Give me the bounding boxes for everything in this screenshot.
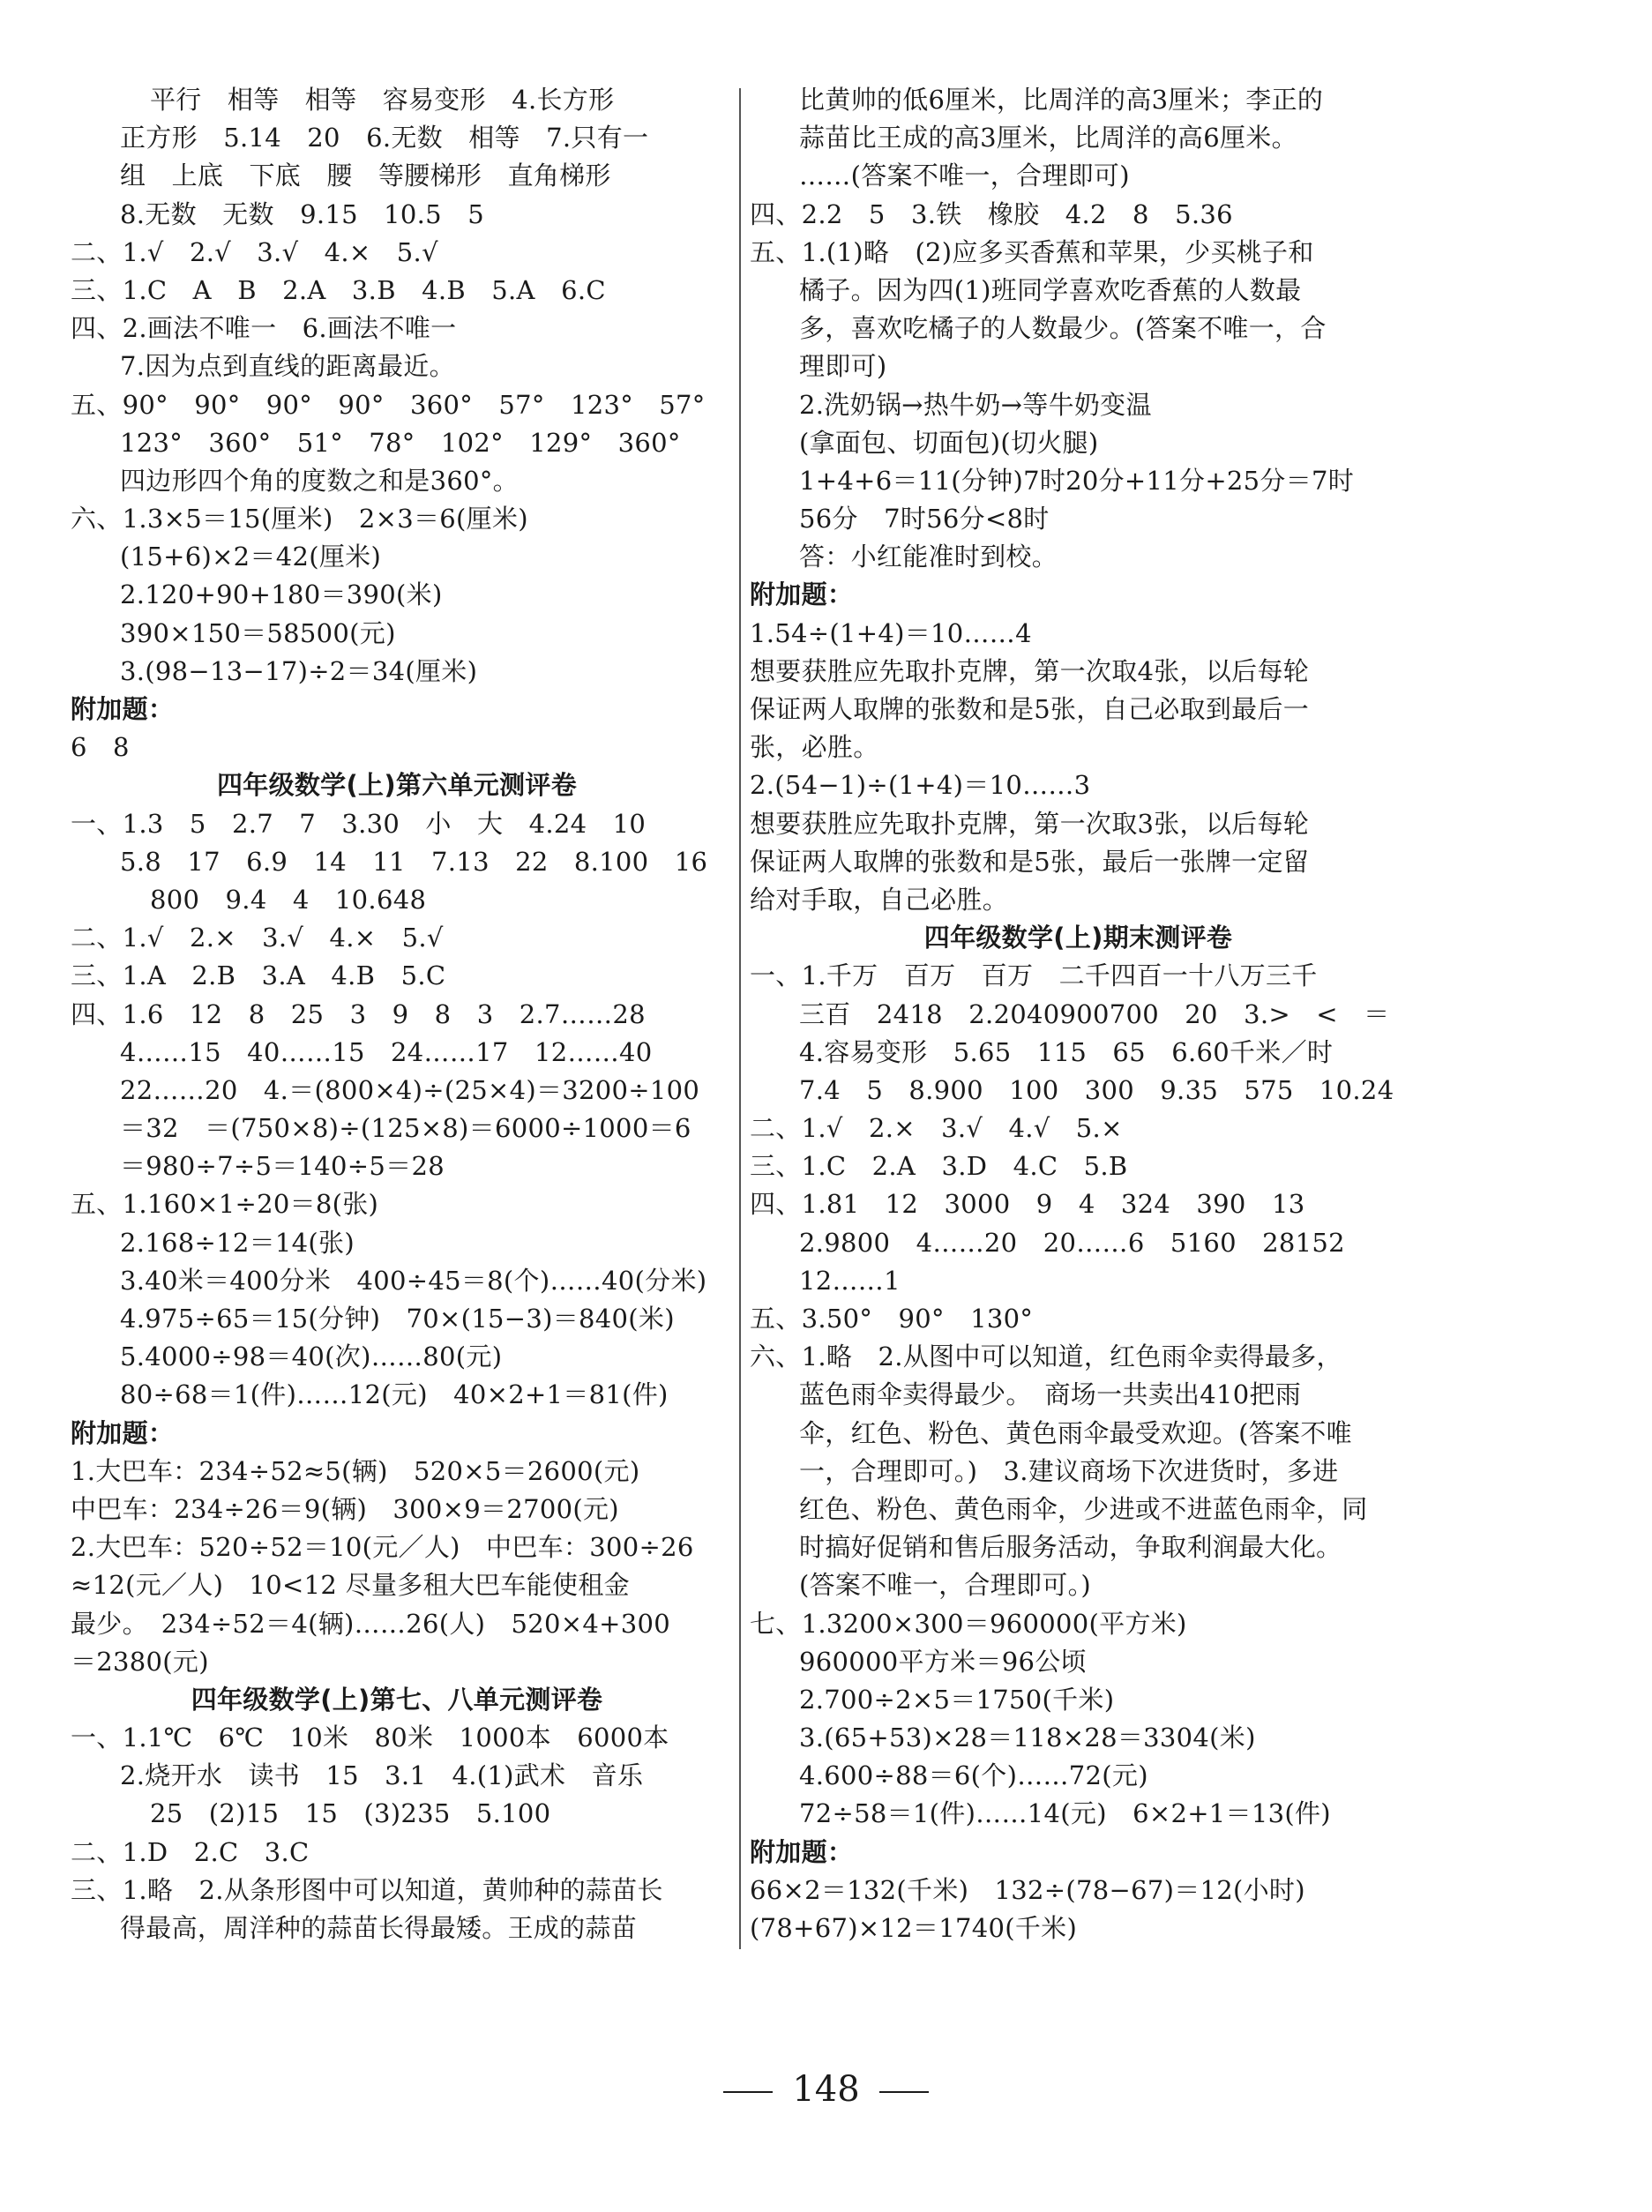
column-divider [739,88,741,1949]
answer-line: 保证两人取牌的张数和是5张，最后一张牌一定留 [750,846,1310,877]
answer-line: 答：小红能准时到校。 [799,542,1058,572]
answer-line: 给对手取，自己必胜。 [750,884,1009,915]
answer-line: ≈12(元／人) 10<12 尽量多租大巴车能使租金 [71,1570,630,1601]
answer-line: 8.无数 无数 9.15 10.5 5 [120,198,484,229]
answer-line: 四、2.画法不唯一 6.画法不唯一 [71,313,457,344]
answer-line: 三、1.C 2.A 3.D 4.C 5.B [750,1151,1128,1182]
answer-line: 2.烧开水 读书 15 3.1 4.(1)武术 音乐 [120,1760,644,1791]
answer-line: 7.4 5 8.900 100 300 9.35 575 10.24 [799,1074,1394,1105]
answer-line: 3.40米＝400分米 400÷45＝8(个)……40(分米) [120,1265,707,1296]
answer-line: 一、1.1℃ 6℃ 10米 80米 1000本 6000本 [71,1723,669,1753]
page-number-footer [0,2069,1652,2110]
answer-line: 3.(98−13−17)÷2＝34(厘米) [120,655,478,686]
answer-line: 2.9800 4……20 20……6 5160 28152 [799,1227,1345,1258]
answer-line: 多，喜欢吃橘子的人数最少。(答案不唯一，合 [799,313,1327,344]
answer-line: 比黄帅的低6厘米，比周洋的高3厘米；李正的 [799,85,1324,115]
answer-line: 二、1.√ 2.× 3.√ 4.× 5.√ [71,923,444,953]
answer-line: 4……15 40……15 24……17 12……40 [120,1036,653,1067]
answer-line: 1.54÷(1+4)＝10……4 [750,617,1032,648]
answer-line: (15+6)×2＝42(厘米) [120,542,382,572]
answer-line: 22……20 4.＝(800×4)÷(25×4)＝3200÷100 [120,1074,700,1105]
page-number: 148 [792,2069,860,2110]
answer-line: 五、1.160×1÷20＝8(张) [71,1189,379,1220]
answer-line: ＝32 ＝(750×8)÷(125×8)＝6000÷1000＝6 [120,1113,691,1144]
answer-line: 5.4000÷98＝40(次)……80(元) [120,1341,503,1372]
answer-line: 五、90° 90° 90° 90° 360° 57° 123° 57° [71,389,706,420]
answer-line: 123° 360° 51° 78° 102° 129° 360° [120,427,681,458]
answer-line: 6 8 [71,732,130,763]
answer-line: 800 9.4 4 10.648 [150,884,427,915]
answer-line: 960000平方米＝96公顷 [799,1646,1087,1677]
answer-line: 一、1.3 5 2.7 7 3.30 小 大 4.24 10 [71,808,647,839]
answer-line: 三百 2418 2.2040900700 20 3.> < ＝ [799,998,1390,1029]
answer-line: 三、1.略 2.从条形图中可以知道，黄帅种的蒜苗长 [71,1874,663,1905]
answer-line: 5.8 17 6.9 14 11 7.13 22 8.100 16 [120,846,708,877]
answer-line: 六、1.3×5＝15(厘米) 2×3＝6(厘米) [71,504,528,534]
answer-line: 二、1.√ 2.× 3.√ 4.√ 5.× [750,1113,1123,1144]
answer-line: 橘子。因为四(1)班同学喜欢吃香蕉的人数最 [799,274,1302,305]
answer-line: 2.700÷2×5＝1750(千米) [799,1684,1115,1715]
answer-line: 想要获胜应先取扑克牌，第一次取4张，以后每轮 [750,655,1310,686]
footer-dash-left [723,2091,773,2093]
answer-line: 一，合理即可。) 3.建议商场下次进货时，多进 [799,1455,1339,1486]
answer-line: ＝980÷7÷5＝140÷5＝28 [120,1151,445,1182]
answer-line: 2.洗奶锅→热牛奶→等牛奶变温 [799,389,1152,420]
answer-line: 蒜苗比王成的高3厘米，比周洋的高6厘米。 [799,123,1297,153]
bonus-heading: 附加题： [71,694,175,724]
bonus-heading: 附加题： [71,1417,175,1448]
answer-line: 组 上底 下底 腰 等腰梯形 直角梯形 [120,161,611,191]
answer-line: 最少。 234÷52＝4(辆)……26(人) 520×4+300 [71,1608,671,1639]
answer-line: 理即可) [799,351,887,382]
bonus-heading: 附加题： [750,1836,854,1867]
answer-line: (78+67)×12＝1740(千米) [750,1913,1078,1943]
answer-line: 一、1.千万 百万 百万 二千四百一十八万三千 [750,960,1318,991]
answer-line: 4.容易变形 5.65 115 65 6.60千米／时 [799,1036,1334,1067]
answer-line: (答案不唯一，合理即可。) [799,1570,1092,1601]
footer-dash-right [879,2091,929,2093]
left-answer-column [71,81,723,1947]
answer-line: 72÷58＝1(件)……14(元) 6×2+1＝13(件) [799,1798,1331,1829]
answer-line: 四、1.6 12 8 25 3 9 8 3 2.7……28 [71,998,646,1029]
answer-line: 伞，红色、粉色、黄色雨伞最受欢迎。(答案不唯 [799,1417,1352,1448]
answer-line: 四、2.2 5 3.铁 橡胶 4.2 8 5.36 [750,198,1233,229]
answer-line: 2.大巴车：520÷52＝10(元／人) 中巴车：300÷26 [71,1532,694,1563]
bonus-heading: 附加题： [750,579,854,610]
section-title: 四年级数学(上)第七、八单元测评卷 [191,1684,603,1715]
answer-line: 平行 相等 相等 容易变形 4.长方形 [150,85,615,115]
answer-line: 张，必胜。 [750,732,879,763]
answer-line: 2.168÷12＝14(张) [120,1227,355,1258]
answer-line: 56分 7时56分<8时 [799,504,1050,534]
answer-line: 红色、粉色、黄色雨伞，少进或不进蓝色雨伞，同 [799,1493,1368,1524]
answer-line: 六、1.略 2.从图中可以知道，红色雨伞卖得最多， [750,1341,1342,1372]
answer-line: (拿面包、切面包)(切火腿) [799,427,1099,458]
answer-line: 1.大巴车：234÷52≈5(辆) 520×5＝2600(元) [71,1455,640,1486]
answer-line: 4.975÷65＝15(分钟) 70×(15−3)＝840(米) [120,1304,675,1334]
answer-line: 五、1.(1)略 (2)应多买香蕉和苹果，少买桃子和 [750,236,1314,267]
answer-line: 25 (2)15 15 (3)235 5.100 [150,1798,551,1829]
answer-line: 二、1.D 2.C 3.C [71,1836,310,1867]
answer-line: 三、1.A 2.B 3.A 4.B 5.C [71,960,446,991]
right-answer-column [750,81,1407,1947]
answer-line: 想要获胜应先取扑克牌，第一次取3张，以后每轮 [750,808,1310,839]
answer-line: 2.(54−1)÷(1+4)＝10……3 [750,770,1091,801]
answer-line: 2.120+90+180＝390(米) [120,579,443,610]
answer-line: 四、1.81 12 3000 9 4 324 390 13 [750,1189,1305,1220]
answer-line: 66×2＝132(千米) 132÷(78−67)＝12(小时) [750,1874,1305,1905]
answer-line: ……(答案不唯一，合理即可) [799,161,1130,191]
answer-line: 正方形 5.14 20 6.无数 相等 7.只有一 [120,123,649,153]
section-title: 四年级数学(上)第六单元测评卷 [216,770,577,801]
answer-line: 12……1 [799,1265,901,1296]
answer-line: ＝2380(元) [71,1646,209,1677]
answer-line: 7.因为点到直线的距离最近。 [120,351,455,382]
answer-line: 保证两人取牌的张数和是5张，自己必取到最后一 [750,694,1310,724]
section-title: 四年级数学(上)期末测评卷 [923,923,1233,953]
answer-line: 3.(65+53)×28＝118×28＝3304(米) [799,1723,1256,1753]
answer-line: 五、3.50° 90° 130° [750,1304,1034,1334]
answer-line: 七、1.3200×300＝960000(平方米) [750,1608,1187,1639]
answer-line: 蓝色雨伞卖得最少。 商场一共卖出410把雨 [799,1379,1302,1410]
answer-line: 得最高，周洋种的蒜苗长得最矮。王成的蒜苗 [120,1913,638,1943]
answer-line: 80÷68＝1(件)……12(元) 40×2+1＝81(件) [120,1379,669,1410]
answer-line: 时搞好促销和售后服务活动，争取利润最大化。 [799,1532,1342,1563]
answer-line: 390×150＝58500(元) [120,617,396,648]
answer-line: 四边形四个角的度数之和是360°。 [120,465,519,496]
answer-line: 三、1.C A B 2.A 3.B 4.B 5.A 6.C [71,274,606,305]
answer-line: 1+4+6＝11(分钟)7时20分+11分+25分＝7时 [799,465,1355,496]
answer-line: 中巴车：234÷26＝9(辆) 300×9＝2700(元) [71,1493,619,1524]
answer-line: 4.600÷88＝6(个)……72(元) [799,1760,1148,1791]
answer-line: 二、1.√ 2.√ 3.√ 4.× 5.√ [71,236,438,267]
